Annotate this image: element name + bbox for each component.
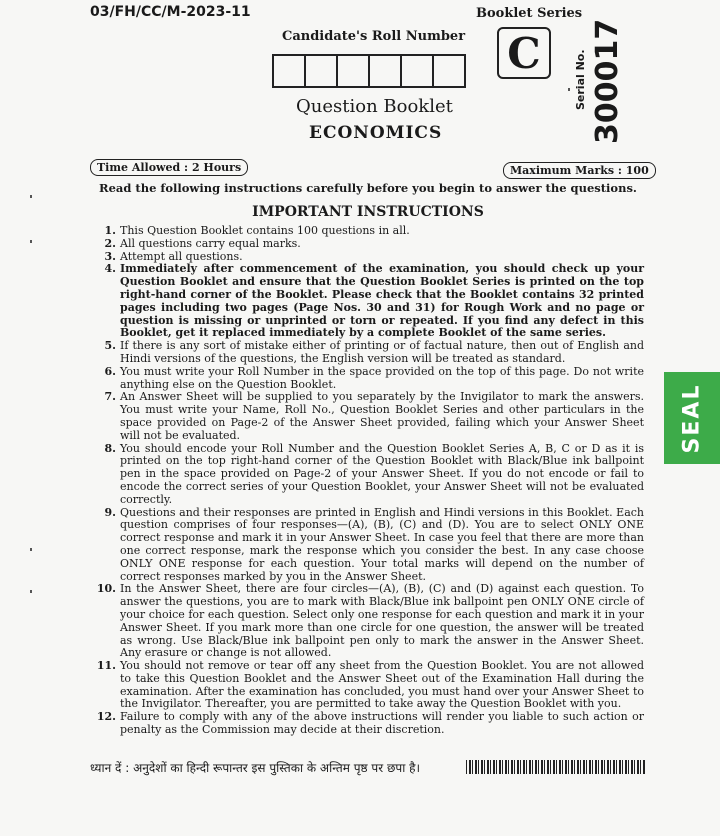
instruction-text: Immediately after commencement of the examination, you should check up your Question Booklet and ensure that the Question Booklet Series is printed on the top right-hand corner of the Booklet. Please check that the Booklet contains 32 printed pages including two pages (Page Nos. 30 and 31) for Rough Work and no page or question is missing or unprinted or torn or repeated. If you find any defect in this Booklet, get it replaced immediately by a complete Booklet of the same series. (120, 262, 644, 340)
scan-mark (30, 240, 32, 243)
instruction-item (94, 583, 644, 660)
booklet-series-value: C (507, 28, 541, 78)
instruction-text: In the Answer Sheet, there are four circles—(A), (B), (C) and (D) against each question. To answer the questions, you are to mark with Black/Blue ink ballpoint pen ONLY ONE circle of your choice for each question. Select only one response for each question and mark it in your Answer Sheet. If you mark more than one circle for one question, the answer will be treated as wrong. Use Black/Blue ink ballpoint pen only to mark the answer in the Answer Sheet. Any erasure or change is not allowed. (120, 582, 644, 660)
instruction-item (94, 263, 644, 340)
instruction-number: 4. (104, 262, 116, 276)
instruction-number: 2. (104, 236, 116, 250)
paper-code: 03/FH/CC/M-2023-11 (90, 4, 251, 20)
instruction-number: 8. (104, 441, 116, 455)
instruction-text: All questions carry equal marks. (120, 236, 301, 250)
instruction-text: Failure to comply with any of the above instructions will render you liable to such action or penalty as the Commission may decide at their discretion. (120, 710, 644, 737)
instruction-item (94, 340, 644, 366)
roll-cell[interactable] (306, 56, 338, 86)
roll-cell[interactable] (338, 56, 370, 86)
instruction-number: 1. (104, 224, 116, 237)
instruction-item (94, 660, 644, 711)
booklet-series-box (497, 27, 551, 79)
roll-cell[interactable] (402, 56, 434, 86)
roll-number-boxes[interactable] (272, 54, 466, 88)
scan-mark (568, 88, 570, 91)
instruction-item (94, 507, 644, 584)
booklet-title: Question Booklet (296, 96, 453, 117)
instruction-text: If there is any sort of mistake either of printing or of factual nature, then out of English and Hindi versions of the questions, the English version will be treated as standard. (120, 339, 644, 365)
instruction-item (94, 238, 644, 251)
scan-mark (30, 590, 32, 593)
read-instructions-note: Read the following instructions carefully before you begin to answer the questions. (99, 181, 637, 195)
serial-label: Serial No. (574, 49, 587, 110)
instruction-text: An Answer Sheet will be supplied to you separately by the Invigilator to mark the answers. You must write your Name, Roll No., Question Booklet Series and other particulars in the space provided on Page-2 of the Answer Sheet provided, failing which your Answer Sheet will not be evaluated. (120, 390, 644, 442)
footer (90, 757, 646, 777)
instruction-number: 11. (96, 659, 116, 673)
instruction-text: You should encode your Roll Number and the Question Booklet Series A, B, C or D as it is printed on the top right-hand corner of the Question Booklet with Black/Blue ink ballpoint pen in the space provided on Page-2 of your Answer Sheet. If you do not encode or fail to encode the correct series of your Question Booklet, your Answer Sheet will not be evaluated correctly. (120, 441, 644, 506)
instruction-item (94, 391, 644, 442)
instruction-number: 6. (104, 364, 116, 378)
instructions-heading: IMPORTANT INSTRUCTIONS (252, 204, 484, 220)
instruction-text: You should not remove or tear off any sheet from the Question Booklet. You are not allowed to take this Question Booklet and the Answer Sheet out of the Examination Hall during the examination. After the examination has concluded, you must hand over your Answer Sheet to the Invigilator. Thereafter, you are permitted to take away the Question Booklet with you. (120, 659, 644, 711)
roll-cell[interactable] (370, 56, 402, 86)
barcode-icon (466, 760, 646, 774)
instruction-item (94, 443, 644, 507)
instruction-item (94, 366, 644, 392)
instruction-number: 12. (96, 710, 116, 724)
instruction-text: This Question Booklet contains 100 questions in all. (120, 224, 410, 237)
instructions-list (94, 225, 644, 737)
instruction-number: 9. (104, 505, 116, 519)
instruction-number: 5. (104, 339, 116, 353)
instruction-text: Questions and their responses are printed in English and Hindi versions in this Booklet. Each question comprises of four responses—(A), (B), (C) and (D). You are to select ONLY ONE correct response and mark it in your Answer Sheet. In case you feel that there are more than one correct response, mark the response which you consider the best. In any case choose ONLY ONE response for each question. Your total marks will depend on the number of correct responses marked by you in the Answer Sheet. (120, 505, 644, 583)
booklet-series-label: Booklet Series (476, 6, 583, 21)
seal-label: SEAL (679, 383, 705, 453)
serial-block (574, 18, 654, 144)
seal-tab (664, 372, 720, 464)
instruction-text: You must write your Roll Number in the space provided on the top of this page. Do not write anything else on the Question Booklet. (120, 364, 644, 391)
instruction-number: 7. (104, 390, 116, 404)
subject-title: ECONOMICS (309, 123, 443, 143)
instruction-text: Attempt all questions. (120, 249, 243, 263)
instruction-item (94, 711, 644, 737)
hindi-note: ध्यान दें : अनुदेशों का हिन्दी रूपान्तर इस पुस्तिका के अन्तिम पृष्ठ पर छपा है। (90, 760, 421, 775)
max-marks-badge: Maximum Marks : 100 (503, 162, 656, 179)
scan-mark (30, 548, 32, 551)
roll-number-label: Candidate's Roll Number (282, 29, 466, 44)
instruction-number: 3. (104, 249, 116, 263)
roll-cell[interactable] (274, 56, 306, 86)
instruction-item (94, 225, 644, 238)
time-allowed-badge: Time Allowed : 2 Hours (90, 159, 248, 176)
instruction-number: 10. (96, 582, 116, 596)
serial-number: 300017 (590, 18, 625, 144)
roll-cell[interactable] (434, 56, 464, 86)
scan-mark (30, 195, 32, 198)
